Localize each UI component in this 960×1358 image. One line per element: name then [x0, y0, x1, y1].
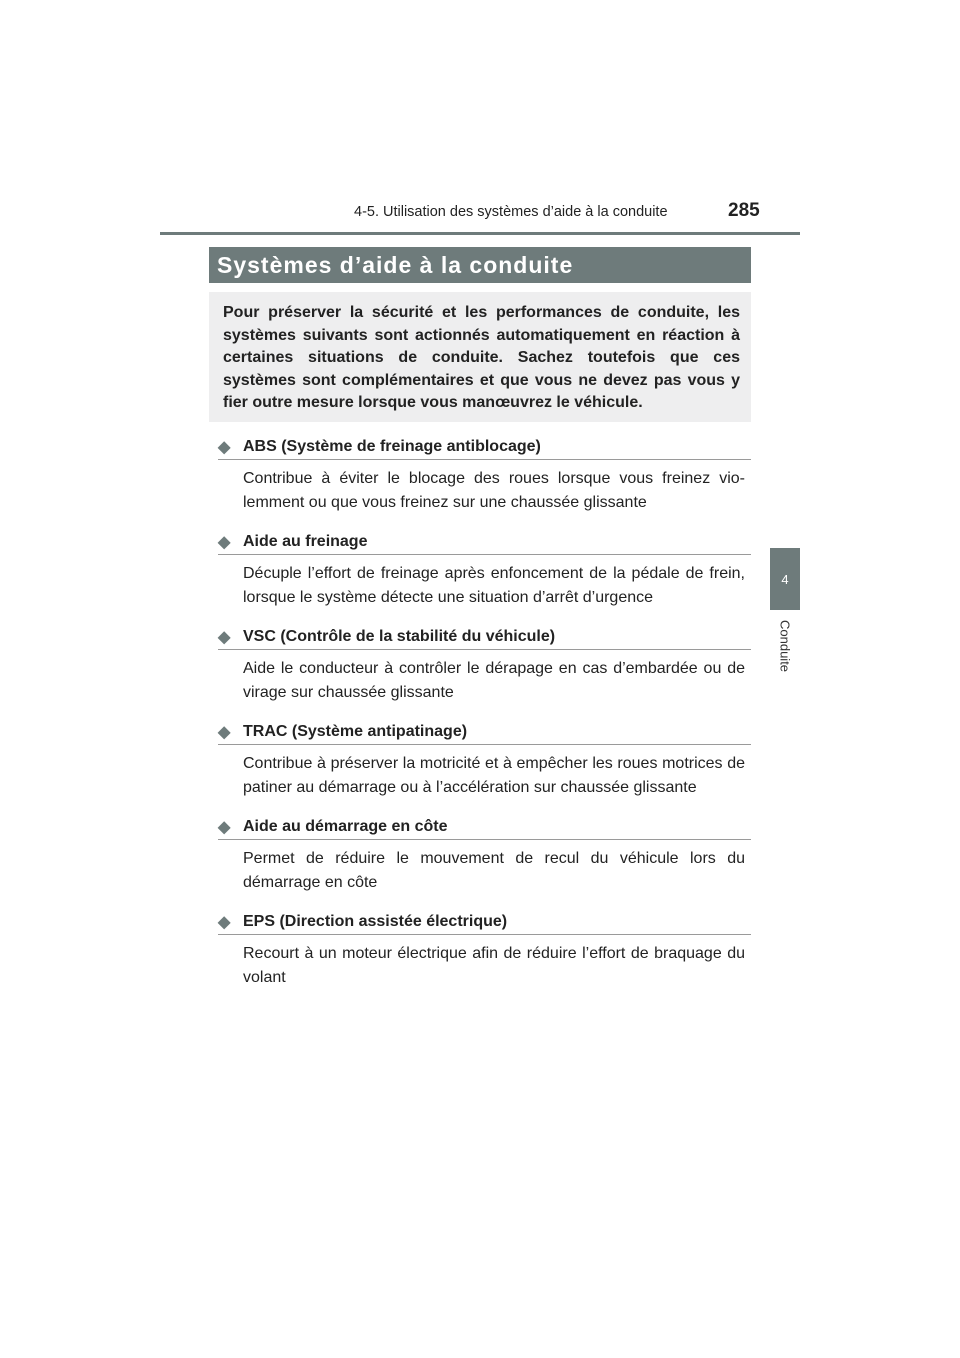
section-body: Contribue à préserver la motricité et à empêcher les roues motrices de patiner au démarrage ou à l’accélération sur chaussée glissante — [243, 755, 745, 796]
page-number: 285 — [728, 200, 760, 221]
section-body: Contribue à éviter le blocage des roues lorsque vous freinez vio-lemment ou que vous freinez sur une chaussée glissante — [243, 470, 745, 511]
section-eps — [218, 909, 751, 989]
header-divider — [160, 232, 800, 235]
sections-list — [218, 434, 751, 989]
diamond-bullet-icon: ◆ — [218, 723, 231, 741]
section-heading — [218, 719, 751, 745]
section-trac — [218, 719, 751, 799]
section-heading-text: VSC (Contrôle de la stabilité du véhicule) — [243, 627, 556, 645]
diamond-bullet-icon: ◆ — [218, 913, 231, 931]
section-hill-start-assist — [218, 814, 751, 894]
section-heading — [218, 434, 751, 460]
section-body: Permet de réduire le mouvement de recul du véhicule lors du démarrage en côte — [243, 850, 745, 891]
section-heading — [218, 909, 751, 935]
intro-text: Pour préserver la sécurité et les performances de conduite, les systèmes suivants sont actionnés automatiquement en réaction à certaines situations de conduite. Sachez toutefois que ces systèmes sont complémentaires et que vous ne devez pas vous y fier outre mesure lorsque vous manœuvrez le véhicule. — [223, 304, 740, 412]
section-heading-text: Aide au démarrage en côte — [243, 817, 448, 835]
section-heading-text: ABS (Système de freinage antiblocage) — [243, 437, 541, 455]
section-heading — [218, 624, 751, 650]
section-heading — [218, 814, 751, 840]
section-vsc — [218, 624, 751, 704]
section-body: Aide le conducteur à contrôler le dérapage en cas d’embardée ou de virage sur chaussée glissante — [243, 660, 745, 701]
page-title: Systèmes d’aide à la conduite — [209, 247, 751, 283]
section-heading-text: TRAC (Système antipatinage) — [243, 722, 468, 740]
chapter-tab — [770, 548, 800, 610]
section-heading-text: Aide au freinage — [243, 532, 368, 550]
section-heading-text: EPS (Direction assistée électrique) — [243, 912, 508, 930]
chapter-label: Conduite — [777, 620, 793, 673]
section-body: Recourt à un moteur électrique afin de réduire l’effort de braquage du volant — [243, 945, 745, 986]
diamond-bullet-icon: ◆ — [218, 628, 231, 646]
chapter-number: 4 — [781, 571, 789, 587]
header-section-title: 4-5. Utilisation des systèmes d’aide à la conduite — [354, 204, 668, 220]
section-abs — [218, 434, 751, 514]
diamond-bullet-icon: ◆ — [218, 438, 231, 456]
diamond-bullet-icon: ◆ — [218, 533, 231, 551]
section-brake-assist — [218, 529, 751, 609]
section-heading — [218, 529, 751, 555]
section-body: Décuple l’effort de freinage après enfoncement de la pédale de frein, lorsque le système détecte une situation d’arrêt d’urgence — [243, 565, 745, 606]
diamond-bullet-icon: ◆ — [218, 818, 231, 836]
intro-box — [209, 292, 751, 422]
